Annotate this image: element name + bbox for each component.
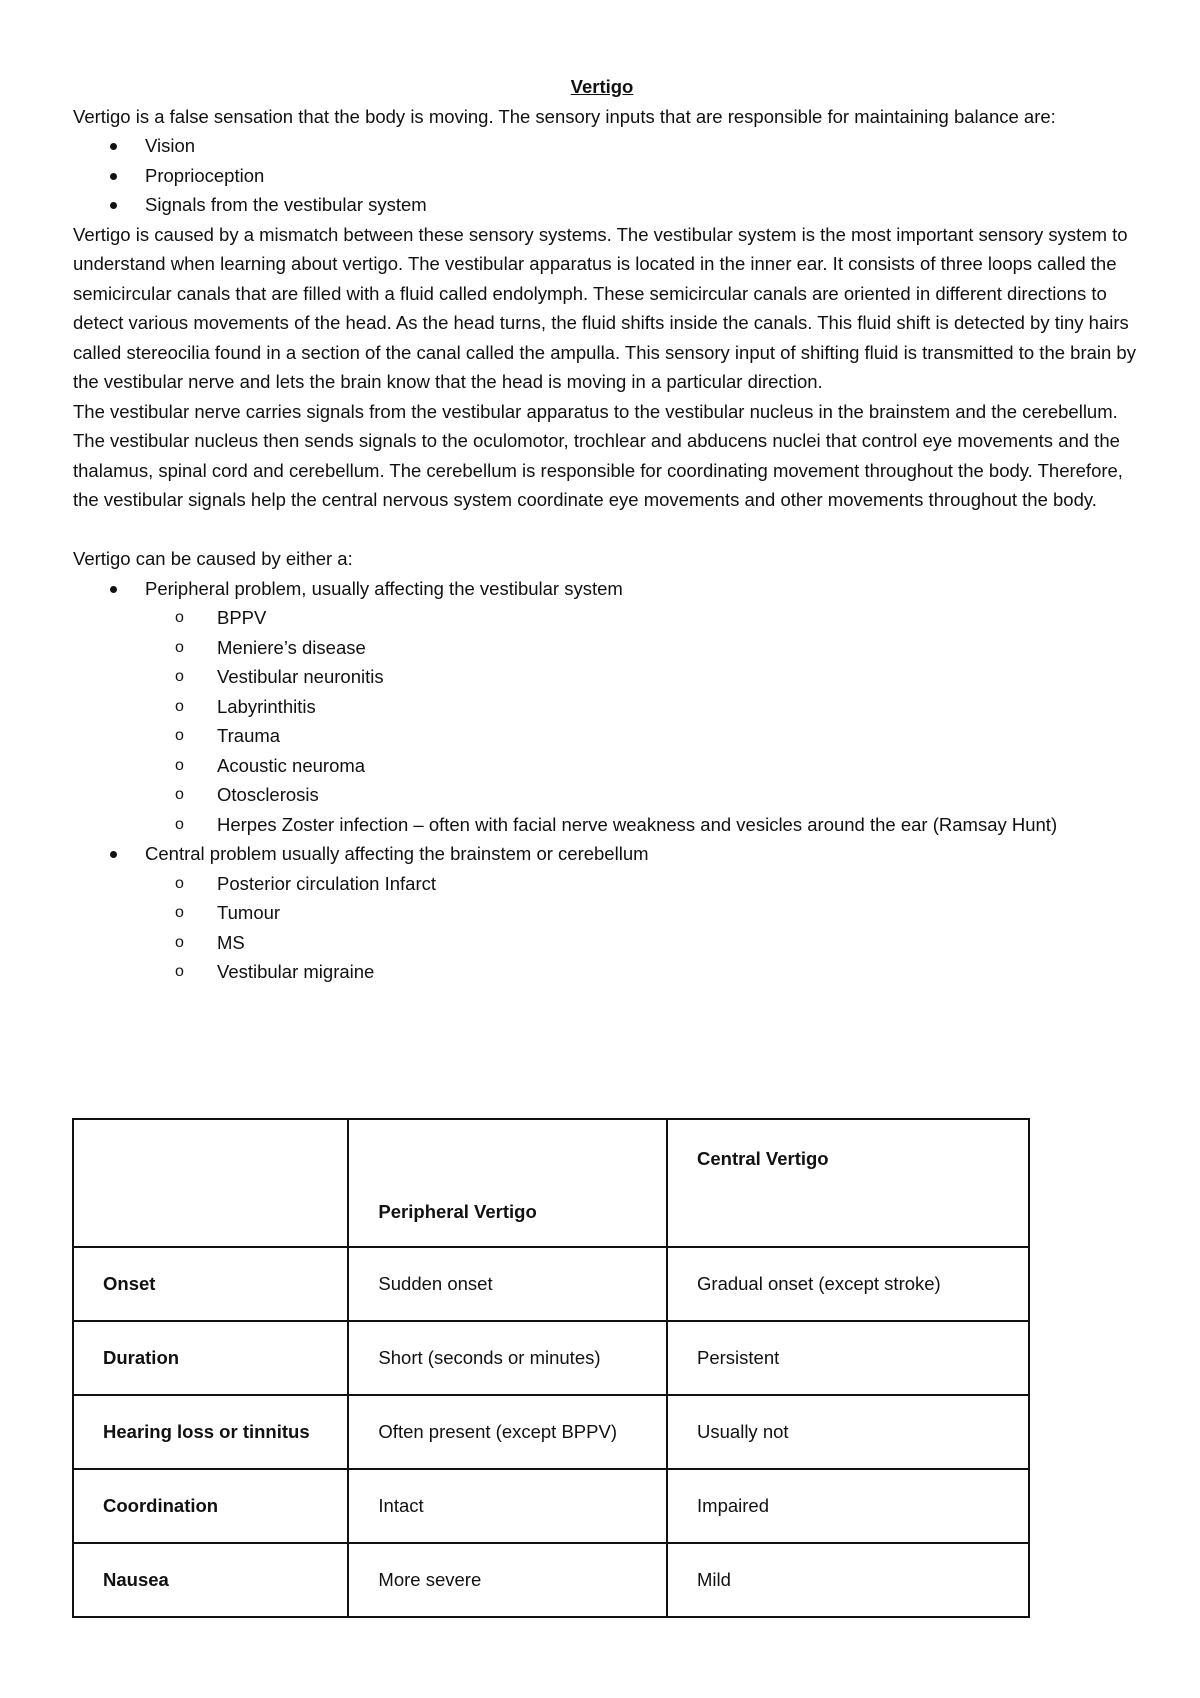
peripheral-cause	[73, 574, 1143, 840]
row-label: Onset	[73, 1247, 348, 1321]
table-cell: More severe	[348, 1543, 667, 1617]
list-item: o Tumour	[145, 898, 1143, 928]
table-cell: Short (seconds or minutes)	[348, 1321, 667, 1395]
list-item: o BPPV	[145, 603, 1143, 633]
causes-intro: Vertigo can be caused by either a:	[73, 548, 353, 569]
list-item: o Otosclerosis	[145, 780, 1143, 810]
list-item: o Herpes Zoster infection – often with facial nerve weakness and vesicles around the ear (Ramsay Hunt)	[145, 810, 1143, 840]
row-label: Hearing loss or tinnitus	[73, 1395, 348, 1469]
list-item: o Labyrinthitis	[145, 692, 1143, 722]
vestibular-paragraph: Vertigo is caused by a mismatch between these sensory systems. The vestibular system is the most important sensory system to understand when learning about vertigo. The vestibular apparatus is located in the inner ear. It consists of three loops called the semicircular canals that are filled with a fluid called endolymph. These semicircular canals are oriented in different directions to detect various movements of the head. As the head turns, the fluid shifts inside the canals. This fluid shift is detected by tiny hairs called stereocilia found in a section of the canal called the ampulla. This sensory input of shifting fluid is transmitted to the brain by the vestibular nerve and lets the brain know that the head is moving in a particular direction.	[73, 223, 1136, 392]
list-item: o Acoustic neuroma	[145, 751, 1143, 781]
table-row	[73, 1469, 1029, 1543]
row-label: Nausea	[73, 1543, 348, 1617]
peripheral-causes-sublist	[145, 603, 1143, 839]
table-row	[73, 1247, 1029, 1321]
table-cell: Usually not	[667, 1395, 1029, 1469]
table-cell: Mild	[667, 1543, 1029, 1617]
causes-list	[73, 574, 1143, 987]
page-title: Vertigo	[570, 76, 634, 97]
list-item: o Vestibular migraine	[145, 957, 1143, 987]
nerve-paragraph: The vestibular nerve carries signals from the vestibular apparatus to the vestibular nucleus in the brainstem and the cerebellum. The vestibular nucleus then sends signals to the oculomotor, trochlear and abducens nuclei that control eye movements and the thalamus, spinal cord and cerebellum. The cerebellum is responsible for coordinating movement throughout the body. Therefore, the vestibular signals help the central nervous system coordinate eye movements and other movements throughout the body.	[73, 400, 1123, 510]
vertigo-comparison-table	[72, 1118, 1030, 1618]
table-cell: Impaired	[667, 1469, 1029, 1543]
list-item: o Meniere’s disease	[145, 633, 1143, 663]
row-label: Duration	[73, 1321, 348, 1395]
list-item: o Vestibular neuronitis	[145, 662, 1143, 692]
table-cell: Gradual onset (except stroke)	[667, 1247, 1029, 1321]
table-cell: Persistent	[667, 1321, 1029, 1395]
list-item: Signals from the vestibular system	[73, 190, 1143, 220]
central-cause	[73, 839, 1143, 987]
table-cell: Intact	[348, 1469, 667, 1543]
list-item: Vision	[73, 131, 1143, 161]
cause-label: Peripheral problem, usually affecting the vestibular system	[145, 577, 623, 599]
table-row	[73, 1321, 1029, 1395]
row-label: Coordination	[73, 1469, 348, 1543]
intro-paragraph: Vertigo is a false sensation that the body is moving. The sensory inputs that are responsible for maintaining balance are:	[73, 105, 1056, 127]
list-item: Proprioception	[73, 161, 1143, 191]
table-cell: Sudden onset	[348, 1247, 667, 1321]
list-item: o Trauma	[145, 721, 1143, 751]
table-header-central: Central Vertigo	[667, 1119, 1029, 1247]
list-item: o MS	[145, 928, 1143, 958]
central-causes-sublist	[145, 869, 1143, 987]
table-cell: Often present (except BPPV)	[348, 1395, 667, 1469]
table-row	[73, 1395, 1029, 1469]
sensory-inputs-list	[73, 131, 1143, 220]
document-body	[73, 72, 1143, 987]
list-item: o Posterior circulation Infarct	[145, 869, 1143, 899]
blank-line	[73, 515, 1143, 545]
table-header-peripheral: Peripheral Vertigo	[348, 1119, 667, 1247]
table-row	[73, 1543, 1029, 1617]
table-header-row	[73, 1119, 1029, 1247]
cause-label: Central problem usually affecting the brainstem or cerebellum	[145, 843, 649, 864]
table-header-cell	[73, 1119, 348, 1247]
